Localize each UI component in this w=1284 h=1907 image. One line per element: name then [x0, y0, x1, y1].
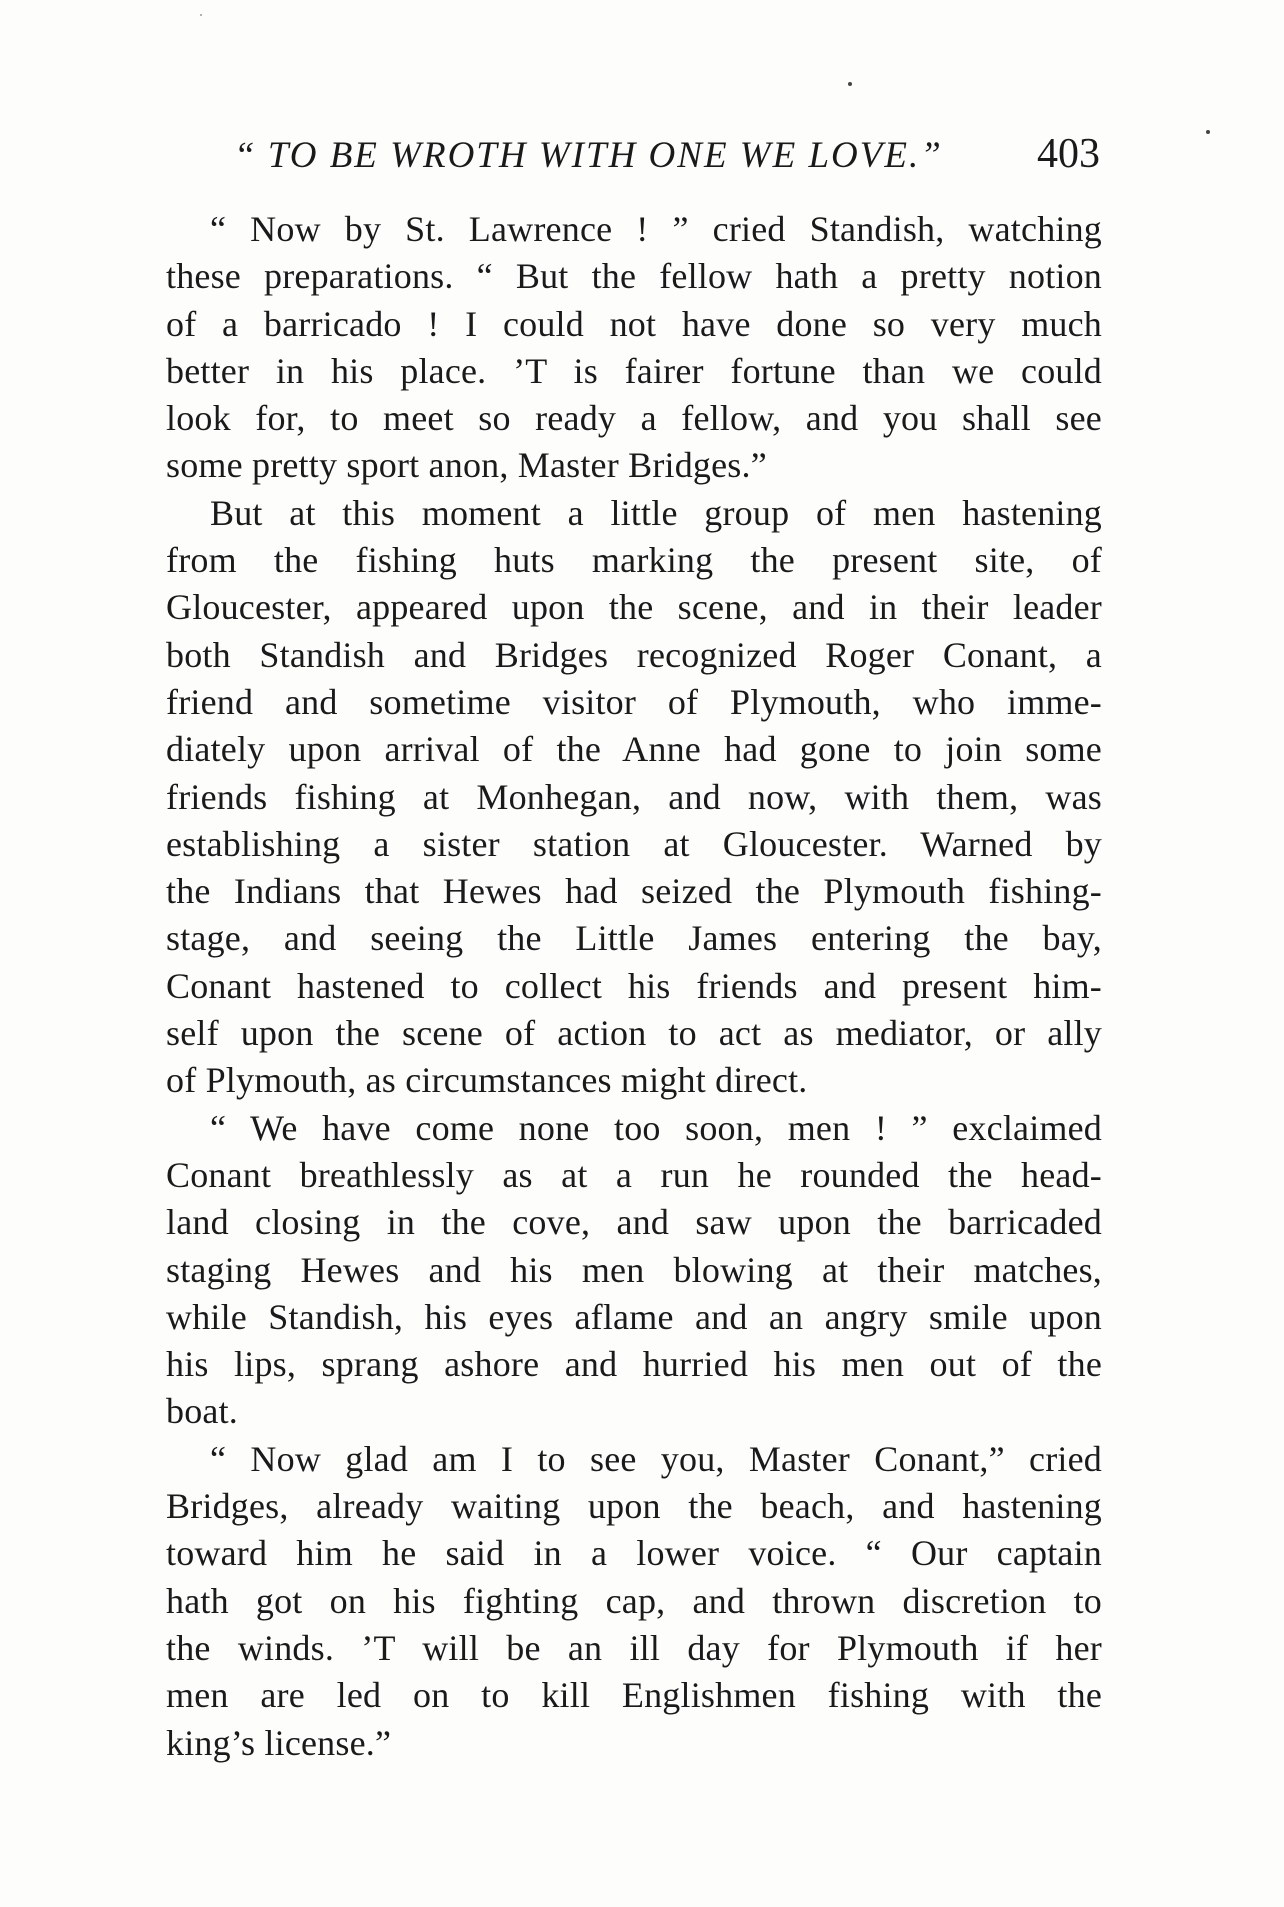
text-line: while Standish, his eyes aflame and an angry smile upon — [166, 1296, 1102, 1337]
text-line: of Plymouth, as circumstances might direct. — [166, 1060, 808, 1101]
text-line: diately upon arrival of the Anne had gone to join some — [166, 729, 1102, 770]
text-line: But at this moment a little group of men hastening — [210, 492, 1102, 533]
text-line: Bridges, already waiting upon the beach, and hastening — [166, 1486, 1102, 1527]
text-line: king’s license.” — [166, 1722, 392, 1763]
text-line: “ Now glad am I to see you, Master Conant,” cried — [210, 1438, 1102, 1479]
running-head — [164, 128, 1100, 188]
text-line: men are led on to kill Englishmen fishing with the — [166, 1675, 1102, 1716]
text-line: establishing a sister station at Gloucester. Warned by — [166, 823, 1102, 864]
text-line: better in his place. ’T is fairer fortune than we could — [166, 350, 1102, 391]
text-line: boat. — [166, 1391, 238, 1432]
ink-speck — [200, 14, 202, 16]
body-text — [166, 206, 1102, 1767]
text-line: Conant breathlessly as at a run he rounded the head- — [166, 1154, 1102, 1195]
text-line: stage, and seeing the Little James entering the bay, — [166, 918, 1102, 959]
text-line: the Indians that Hewes had seized the Plymouth fishing- — [166, 871, 1102, 912]
text-line: hath got on his fighting cap, and thrown discretion to — [166, 1580, 1102, 1621]
text-line: toward him he said in a lower voice. “ Our captain — [166, 1533, 1102, 1574]
text-line: “ We have come none too soon, men ! ” exclaimed — [210, 1107, 1102, 1148]
text-line: Gloucester, appeared upon the scene, and in their leader — [166, 587, 1102, 628]
text-line: friends fishing at Monhegan, and now, with them, was — [166, 776, 1102, 817]
text-line: look for, to meet so ready a fellow, and you shall see — [166, 398, 1102, 439]
text-line: of a barricado ! I could not have done so very much — [166, 303, 1102, 344]
text-line: staging Hewes and his men blowing at their matches, — [166, 1249, 1102, 1290]
text-line: from the fishing huts marking the present site, of — [166, 540, 1102, 581]
text-line: these preparations. “ But the fellow hath a pretty notion — [166, 256, 1102, 297]
page-number: 403 — [1037, 131, 1100, 177]
paragraph — [166, 1436, 1102, 1767]
paragraph — [166, 490, 1102, 1105]
ink-speck — [1206, 130, 1210, 134]
text-line: Conant hastened to collect his friends and present him- — [166, 965, 1102, 1006]
text-line: self upon the scene of action to act as mediator, or ally — [166, 1013, 1102, 1054]
text-line: friend and sometime visitor of Plymouth, who imme- — [166, 681, 1102, 722]
text-line: “ Now by St. Lawrence ! ” cried Standish, watching — [210, 209, 1102, 249]
ink-speck — [848, 82, 852, 86]
text-line: the winds. ’T will be an ill day for Plymouth if her — [166, 1627, 1102, 1668]
text-line: land closing in the cove, and saw upon the barricaded — [166, 1202, 1102, 1243]
paragraph — [166, 1105, 1102, 1436]
running-title: “ TO BE WROTH WITH ONE WE LOVE.” — [234, 135, 943, 176]
text-line: both Standish and Bridges recognized Roger Conant, a — [166, 634, 1102, 675]
text-line: some pretty sport anon, Master Bridges.” — [166, 445, 767, 486]
text-line: his lips, sprang ashore and hurried his men out of the — [166, 1344, 1102, 1385]
paragraph — [166, 206, 1102, 490]
